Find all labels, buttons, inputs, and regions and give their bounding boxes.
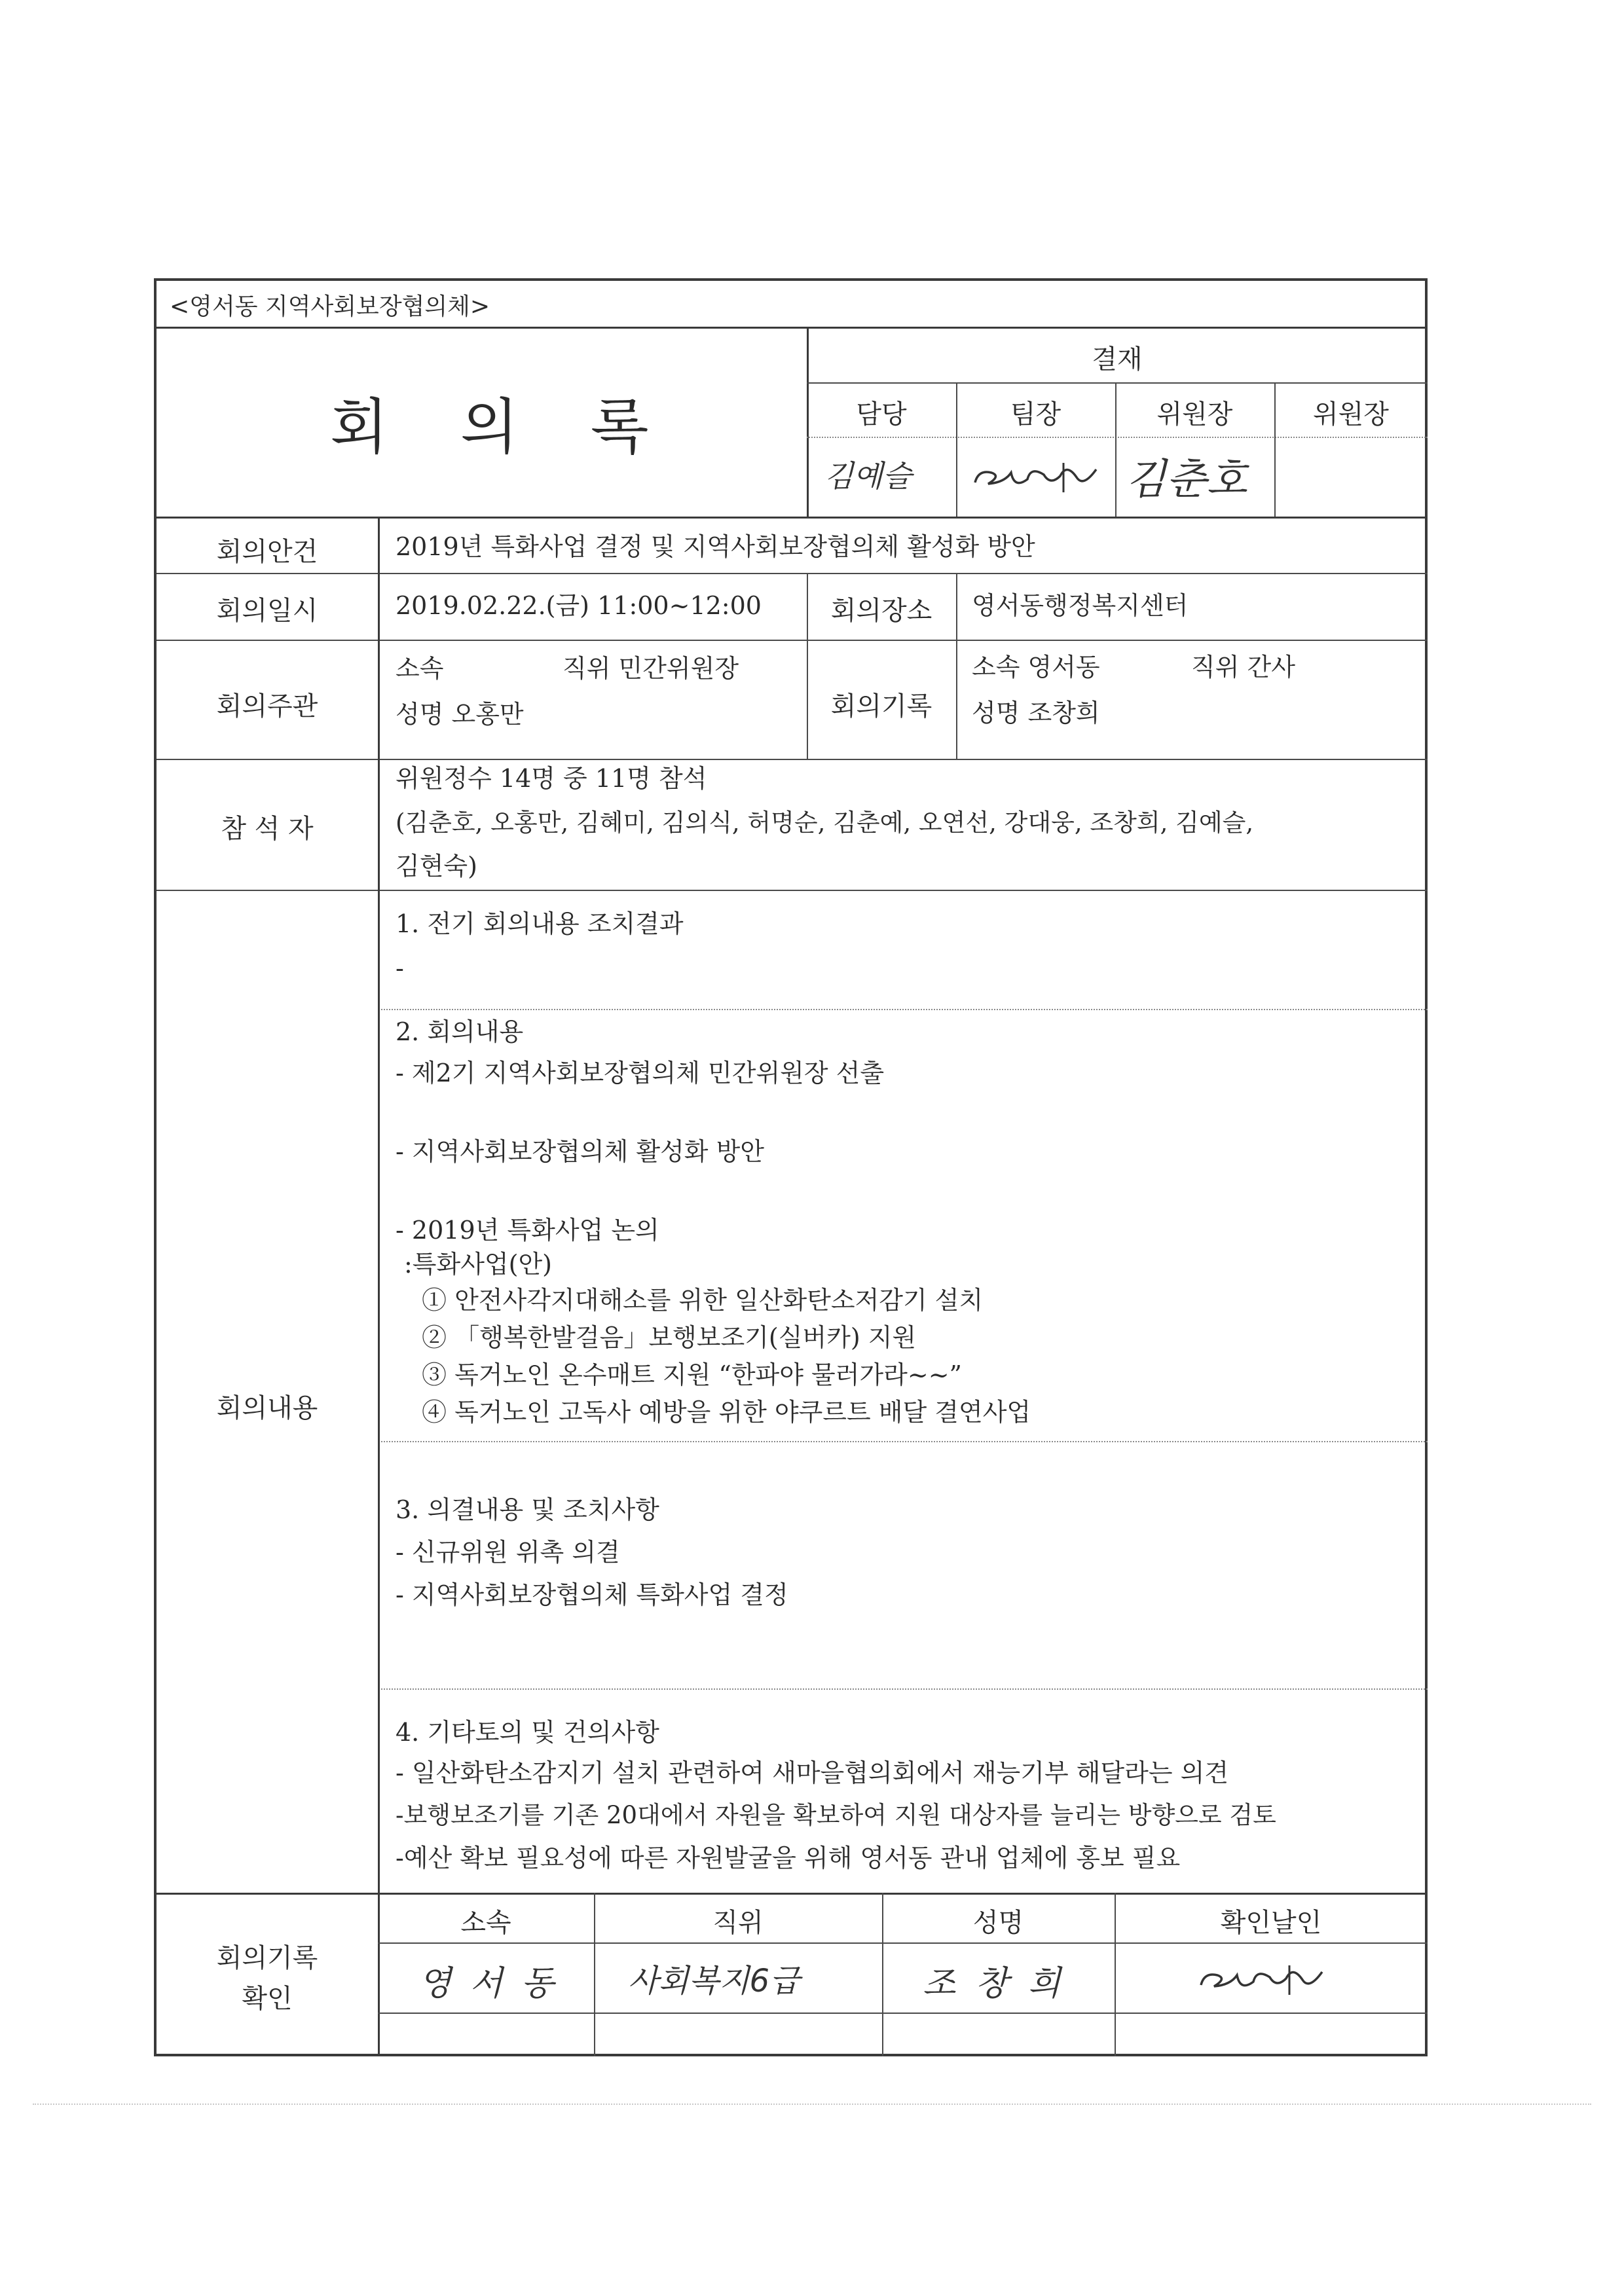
approval-col-chair: 위원장 bbox=[1156, 399, 1233, 429]
doc-title: 회의록 bbox=[330, 392, 721, 462]
org-header: <영서동 지역사회보장협의체> bbox=[170, 293, 490, 320]
recorder-label: 회의기록 bbox=[830, 691, 932, 721]
content-label: 회의내용 bbox=[216, 1393, 318, 1423]
section1-item: - bbox=[396, 954, 404, 983]
agenda-label: 회의안건 bbox=[216, 537, 318, 567]
approval-col-chair-2: 위원장 bbox=[1313, 399, 1389, 429]
section3-title: 3. 의결내용 및 조치사항 bbox=[396, 1495, 659, 1524]
section4-item-3: -예산 확보 필요성에 따른 자원발굴을 위해 영서동 관내 업체에 홍보 필요 bbox=[396, 1844, 1181, 1872]
confirm-header-name: 성명 bbox=[972, 1908, 1024, 1938]
confirm-label-line1: 회의기록 bbox=[216, 1943, 318, 1973]
meeting-minutes-form bbox=[154, 278, 1428, 2056]
section4-title: 4. 기타토의 및 건의사항 bbox=[396, 1718, 659, 1747]
section3-item-2: - 지역사회보장협의체 특화사업 결정 bbox=[396, 1580, 788, 1609]
section2-item-1: - 제2기 지역사회보장협의체 민간위원장 선출 bbox=[396, 1059, 885, 1087]
section2-sub-title: :특화사업(안) bbox=[404, 1250, 552, 1279]
confirm-header-affiliation: 소속 bbox=[460, 1908, 511, 1938]
meeting-date-label: 회의일시 bbox=[216, 596, 318, 626]
host-name: 성명 오홍만 bbox=[396, 700, 524, 729]
approval-col-staff: 담당 bbox=[856, 399, 907, 429]
section2-item-2: - 지역사회보장협의체 활성화 방안 bbox=[396, 1137, 764, 1166]
confirm-label-line2: 확인 bbox=[242, 1984, 293, 2014]
meeting-place-value: 영서동행정복지센터 bbox=[972, 591, 1189, 620]
recorder-name: 성명 조창희 bbox=[972, 699, 1100, 727]
confirm-header-seal: 확인날인 bbox=[1220, 1908, 1322, 1938]
section4-item-1: - 일산화탄소감지기 설치 관련하여 새마을협의회에서 재능기부 해달라는 의견 bbox=[396, 1758, 1229, 1787]
confirm-name-value: 조창희 bbox=[923, 1964, 1080, 2003]
section4-item-2: -보행보조기를 기존 20대에서 자원을 확보하여 지원 대상자를 늘리는 방향으로 검토 bbox=[396, 1801, 1276, 1829]
recorder-affiliation: 소속 영서동 bbox=[972, 653, 1100, 682]
approval-heading: 결재 bbox=[1092, 344, 1143, 374]
section2-title: 2. 회의내용 bbox=[396, 1017, 524, 1046]
host-affiliation: 소속 bbox=[396, 654, 444, 683]
signature-team-lead bbox=[965, 443, 1109, 505]
attendees-count: 위원정수 14명 중 11명 참석 bbox=[396, 764, 707, 793]
confirm-header-rank: 직위 bbox=[712, 1908, 764, 1938]
approval-col-team-lead: 팀장 bbox=[1010, 399, 1061, 429]
confirm-rank-value: 사회복지6급 bbox=[628, 1963, 800, 1999]
section3-item-1: - 신규위원 위촉 의결 bbox=[396, 1538, 620, 1567]
meeting-place-label: 회의장소 bbox=[830, 596, 932, 626]
section2-sub-4: ④ 독거노인 고독사 예방을 위한 야쿠르트 배달 결연사업 bbox=[422, 1398, 1031, 1427]
attendees-names-cont: 김현숙) bbox=[396, 852, 477, 881]
section2-sub-2: ② 「행복한발걸음」보행보조기(실버카) 지원 bbox=[422, 1323, 917, 1352]
agenda-value: 2019년 특화사업 결정 및 지역사회보장협의체 활성화 방안 bbox=[396, 532, 1035, 561]
section1-title: 1. 전기 회의내용 조치결과 bbox=[396, 909, 684, 938]
attendees-label: 참 석 자 bbox=[221, 814, 314, 844]
section2-sub-3: ③ 독거노인 온수매트 지원 “한파야 물러가라~~” bbox=[422, 1360, 962, 1389]
confirm-affiliation-value: 영서동 bbox=[418, 1964, 572, 2003]
host-label: 회의주관 bbox=[216, 691, 318, 721]
signature-staff: 김예슬 bbox=[824, 458, 912, 494]
host-rank: 직위 민간위원장 bbox=[563, 654, 739, 683]
section2-sub-1: ① 안전사각지대해소를 위한 일산화탄소저감기 설치 bbox=[422, 1286, 984, 1315]
section2-item-3: - 2019년 특화사업 논의 bbox=[396, 1216, 659, 1245]
recorder-rank: 직위 간사 bbox=[1191, 653, 1295, 682]
signature-chair: 김춘호 bbox=[1126, 456, 1247, 504]
scan-artifact-line bbox=[33, 2104, 1591, 2105]
meeting-date-value: 2019.02.22.(금) 11:00~12:00 bbox=[396, 591, 762, 620]
attendees-names: (김춘호, 오홍만, 김혜미, 김의식, 허명순, 김춘예, 오연선, 강대웅, 조창희, 김예슬, bbox=[396, 809, 1254, 837]
confirm-seal-signature bbox=[1191, 1949, 1335, 2005]
